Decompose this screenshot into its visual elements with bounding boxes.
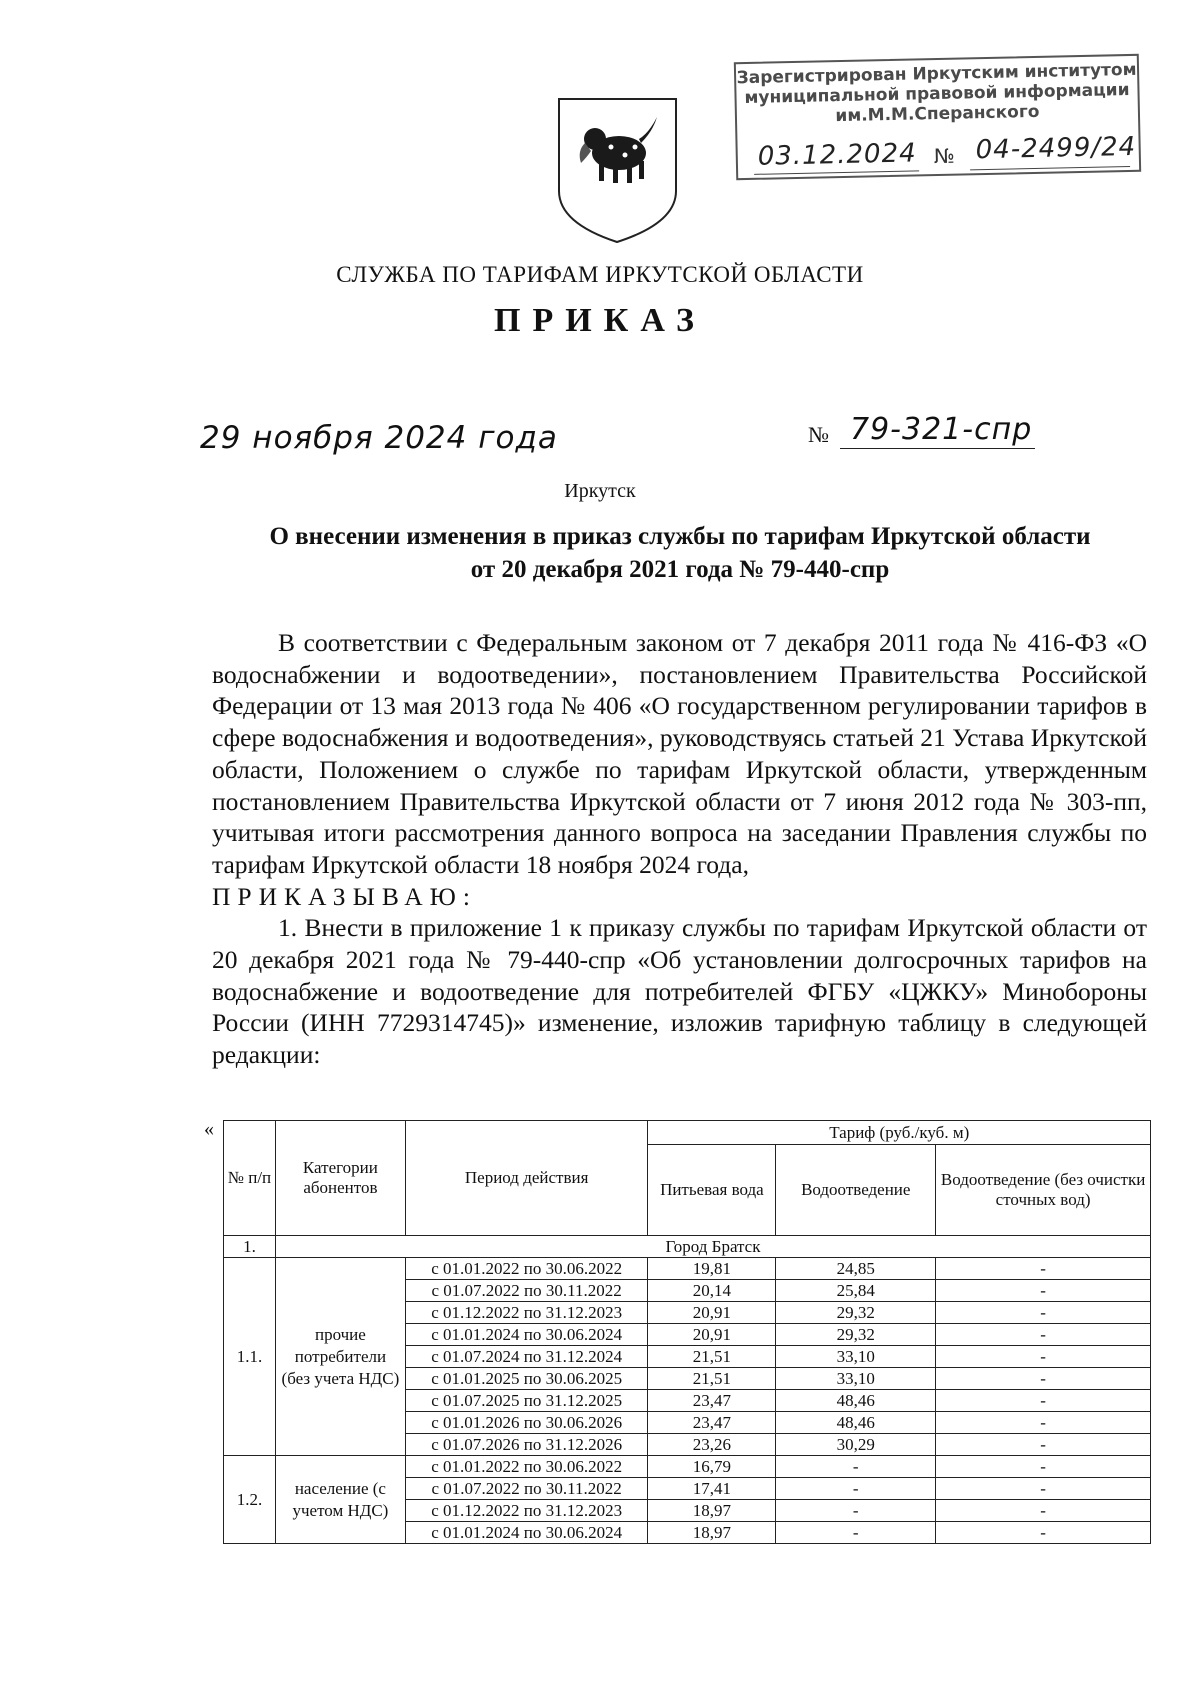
drainage-cell: 33,10 xyxy=(776,1368,936,1390)
drainage-cell: 48,46 xyxy=(776,1390,936,1412)
drainage-nt-cell: - xyxy=(936,1434,1151,1456)
water-cell: 20,91 xyxy=(648,1324,776,1346)
coat-of-arms-emblem xyxy=(555,95,680,245)
document-type: ПРИКАЗ xyxy=(494,302,706,339)
period-cell: с 01.07.2022 по 30.11.2022 xyxy=(405,1478,648,1500)
period-cell: с 01.01.2024 по 30.06.2024 xyxy=(405,1522,648,1544)
section-row xyxy=(224,1236,1151,1258)
document-title xyxy=(205,520,1155,586)
organization-name: СЛУЖБА ПО ТАРИФАМ ИРКУТСКОЙ ОБЛАСТИ xyxy=(336,262,864,287)
drainage-nt-cell: - xyxy=(936,1390,1151,1412)
stamp-number: 04-2499/24 xyxy=(975,131,1137,166)
drainage-cell: 30,29 xyxy=(776,1434,936,1456)
stamp-line-3: им.М.М.Сперанского xyxy=(835,101,1040,127)
period-cell: с 01.01.2022 по 30.06.2022 xyxy=(405,1258,648,1280)
drainage-nt-cell: - xyxy=(936,1346,1151,1368)
water-cell: 21,51 xyxy=(648,1368,776,1390)
drainage-nt-cell: - xyxy=(936,1522,1151,1544)
title-line-1: О внесении изменения в приказ службы по тарифам Иркутской области xyxy=(269,523,1091,550)
registration-stamp xyxy=(734,54,1141,180)
drainage-nt-cell: - xyxy=(936,1500,1151,1522)
water-cell: 18,97 xyxy=(648,1500,776,1522)
period-cell: с 01.07.2026 по 31.12.2026 xyxy=(405,1434,648,1456)
period-cell: с 01.01.2022 по 30.06.2022 xyxy=(405,1456,648,1478)
title-line-2: от 20 декабря 2021 года № 79-440-спр xyxy=(470,556,890,583)
header-water: Питьевая вода xyxy=(648,1145,776,1236)
water-cell: 18,97 xyxy=(648,1522,776,1544)
table-header-row xyxy=(224,1121,1151,1145)
drainage-nt-cell: - xyxy=(936,1258,1151,1280)
stamp-date: 03.12.2024 xyxy=(757,138,917,172)
water-cell: 21,51 xyxy=(648,1346,776,1368)
order-word: ПРИКАЗЫВАЮ: xyxy=(212,881,477,911)
water-cell: 23,47 xyxy=(648,1412,776,1434)
period-cell: с 01.01.2025 по 30.06.2025 xyxy=(405,1368,648,1390)
group-num: 1.1. xyxy=(224,1258,276,1456)
opening-quote: « xyxy=(204,1118,214,1140)
water-cell: 16,79 xyxy=(648,1456,776,1478)
stamp-line-2: муниципальной правовой информации xyxy=(744,79,1130,109)
drainage-cell: 25,84 xyxy=(776,1280,936,1302)
drainage-nt-cell: - xyxy=(936,1324,1151,1346)
period-cell: с 01.07.2025 по 31.12.2025 xyxy=(405,1390,648,1412)
water-cell: 17,41 xyxy=(648,1478,776,1500)
handwritten-date: 29 ноября 2024 года xyxy=(200,420,558,456)
water-cell: 20,14 xyxy=(648,1280,776,1302)
section-num: 1. xyxy=(224,1236,276,1258)
group-category: прочие потребители (без учета НДС) xyxy=(275,1258,405,1456)
drainage-nt-cell: - xyxy=(936,1456,1151,1478)
period-cell: с 01.12.2022 по 31.12.2023 xyxy=(405,1500,648,1522)
group-category: население (с учетом НДС) xyxy=(275,1456,405,1544)
header-category: Категории абонентов xyxy=(275,1121,405,1236)
water-cell: 23,47 xyxy=(648,1390,776,1412)
period-cell: с 01.01.2024 по 30.06.2024 xyxy=(405,1324,648,1346)
drainage-nt-cell: - xyxy=(936,1280,1151,1302)
drainage-cell: 33,10 xyxy=(776,1346,936,1368)
drainage-nt-cell: - xyxy=(936,1368,1151,1390)
water-cell: 20,91 xyxy=(648,1302,776,1324)
table-row xyxy=(224,1258,1151,1280)
drainage-cell: 24,85 xyxy=(776,1258,936,1280)
drainage-nt-cell: - xyxy=(936,1412,1151,1434)
period-cell: с 01.07.2024 по 31.12.2024 xyxy=(405,1346,648,1368)
header-drainage-no-treatment: Водоотведение (без очистки сточных вод) xyxy=(936,1145,1151,1236)
drainage-nt-cell: - xyxy=(936,1478,1151,1500)
drainage-cell: - xyxy=(776,1478,936,1500)
drainage-nt-cell: - xyxy=(936,1302,1151,1324)
order-number-underline xyxy=(840,448,1035,449)
drainage-cell: 29,32 xyxy=(776,1324,936,1346)
period-cell: с 01.01.2026 по 30.06.2026 xyxy=(405,1412,648,1434)
city: Иркутск xyxy=(564,480,636,502)
header-drainage: Водоотведение xyxy=(776,1145,936,1236)
drainage-cell: - xyxy=(776,1500,936,1522)
drainage-cell: 48,46 xyxy=(776,1412,936,1434)
table-row xyxy=(224,1456,1151,1478)
water-cell: 19,81 xyxy=(648,1258,776,1280)
document-body xyxy=(212,627,1147,1071)
order-item-1: 1. Внести в приложение 1 к приказу службы по тарифам Иркутской области от 20 декабря 2021 года № 79-440-спр «Об установлении долгосрочных тарифов на водоснабжение и водоотведение для потребителей ФГБУ «ЦЖКУ» Минобороны России (ИНН 7729314745)» изменение, изложив тарифную таблицу в следующей редакции: xyxy=(212,913,1147,1070)
header-period: Период действия xyxy=(405,1121,648,1236)
group-num: 1.2. xyxy=(224,1456,276,1544)
period-cell: с 01.12.2022 по 31.12.2023 xyxy=(405,1302,648,1324)
drainage-cell: - xyxy=(776,1522,936,1544)
babr-animal-icon xyxy=(580,117,657,183)
stamp-number-label: № xyxy=(933,143,955,169)
drainage-cell: - xyxy=(776,1456,936,1478)
section-name: Город Братск xyxy=(275,1236,1150,1258)
header-num: № п/п xyxy=(224,1121,276,1236)
header-tariff: Тариф (руб./куб. м) xyxy=(648,1121,1151,1145)
order-number-label: № xyxy=(808,422,829,447)
period-cell: с 01.07.2022 по 30.11.2022 xyxy=(405,1280,648,1302)
handwritten-order-number: 79-321-спр xyxy=(850,412,1033,447)
water-cell: 23,26 xyxy=(648,1434,776,1456)
tariff-table xyxy=(223,1120,1151,1544)
preamble-paragraph: В соответствии с Федеральным законом от 7 декабря 2011 года № 416-ФЗ «О водоснабжении и водоотведении», постановлением Правительства Российской Федерации от 13 мая 2013 года № 406 «О государственном регулировании тарифов в сфере водоснабжения и водоотведения», руководствуясь статьей 21 Устава Иркутской области, Положением о службе по тарифам Иркутской области, утвержденным постановлением Правительства Иркутской области от 7 июня 2012 года № 303-пп, учитывая итоги рассмотрения данного вопроса на заседании Правления службы по тарифам Иркутской области 18 ноября 2024 года, xyxy=(212,628,1147,879)
stamp-line-1: Зарегистрирован Иркутским институтом xyxy=(736,59,1137,89)
stamp-number-underline xyxy=(970,166,1130,170)
drainage-cell: 29,32 xyxy=(776,1302,936,1324)
